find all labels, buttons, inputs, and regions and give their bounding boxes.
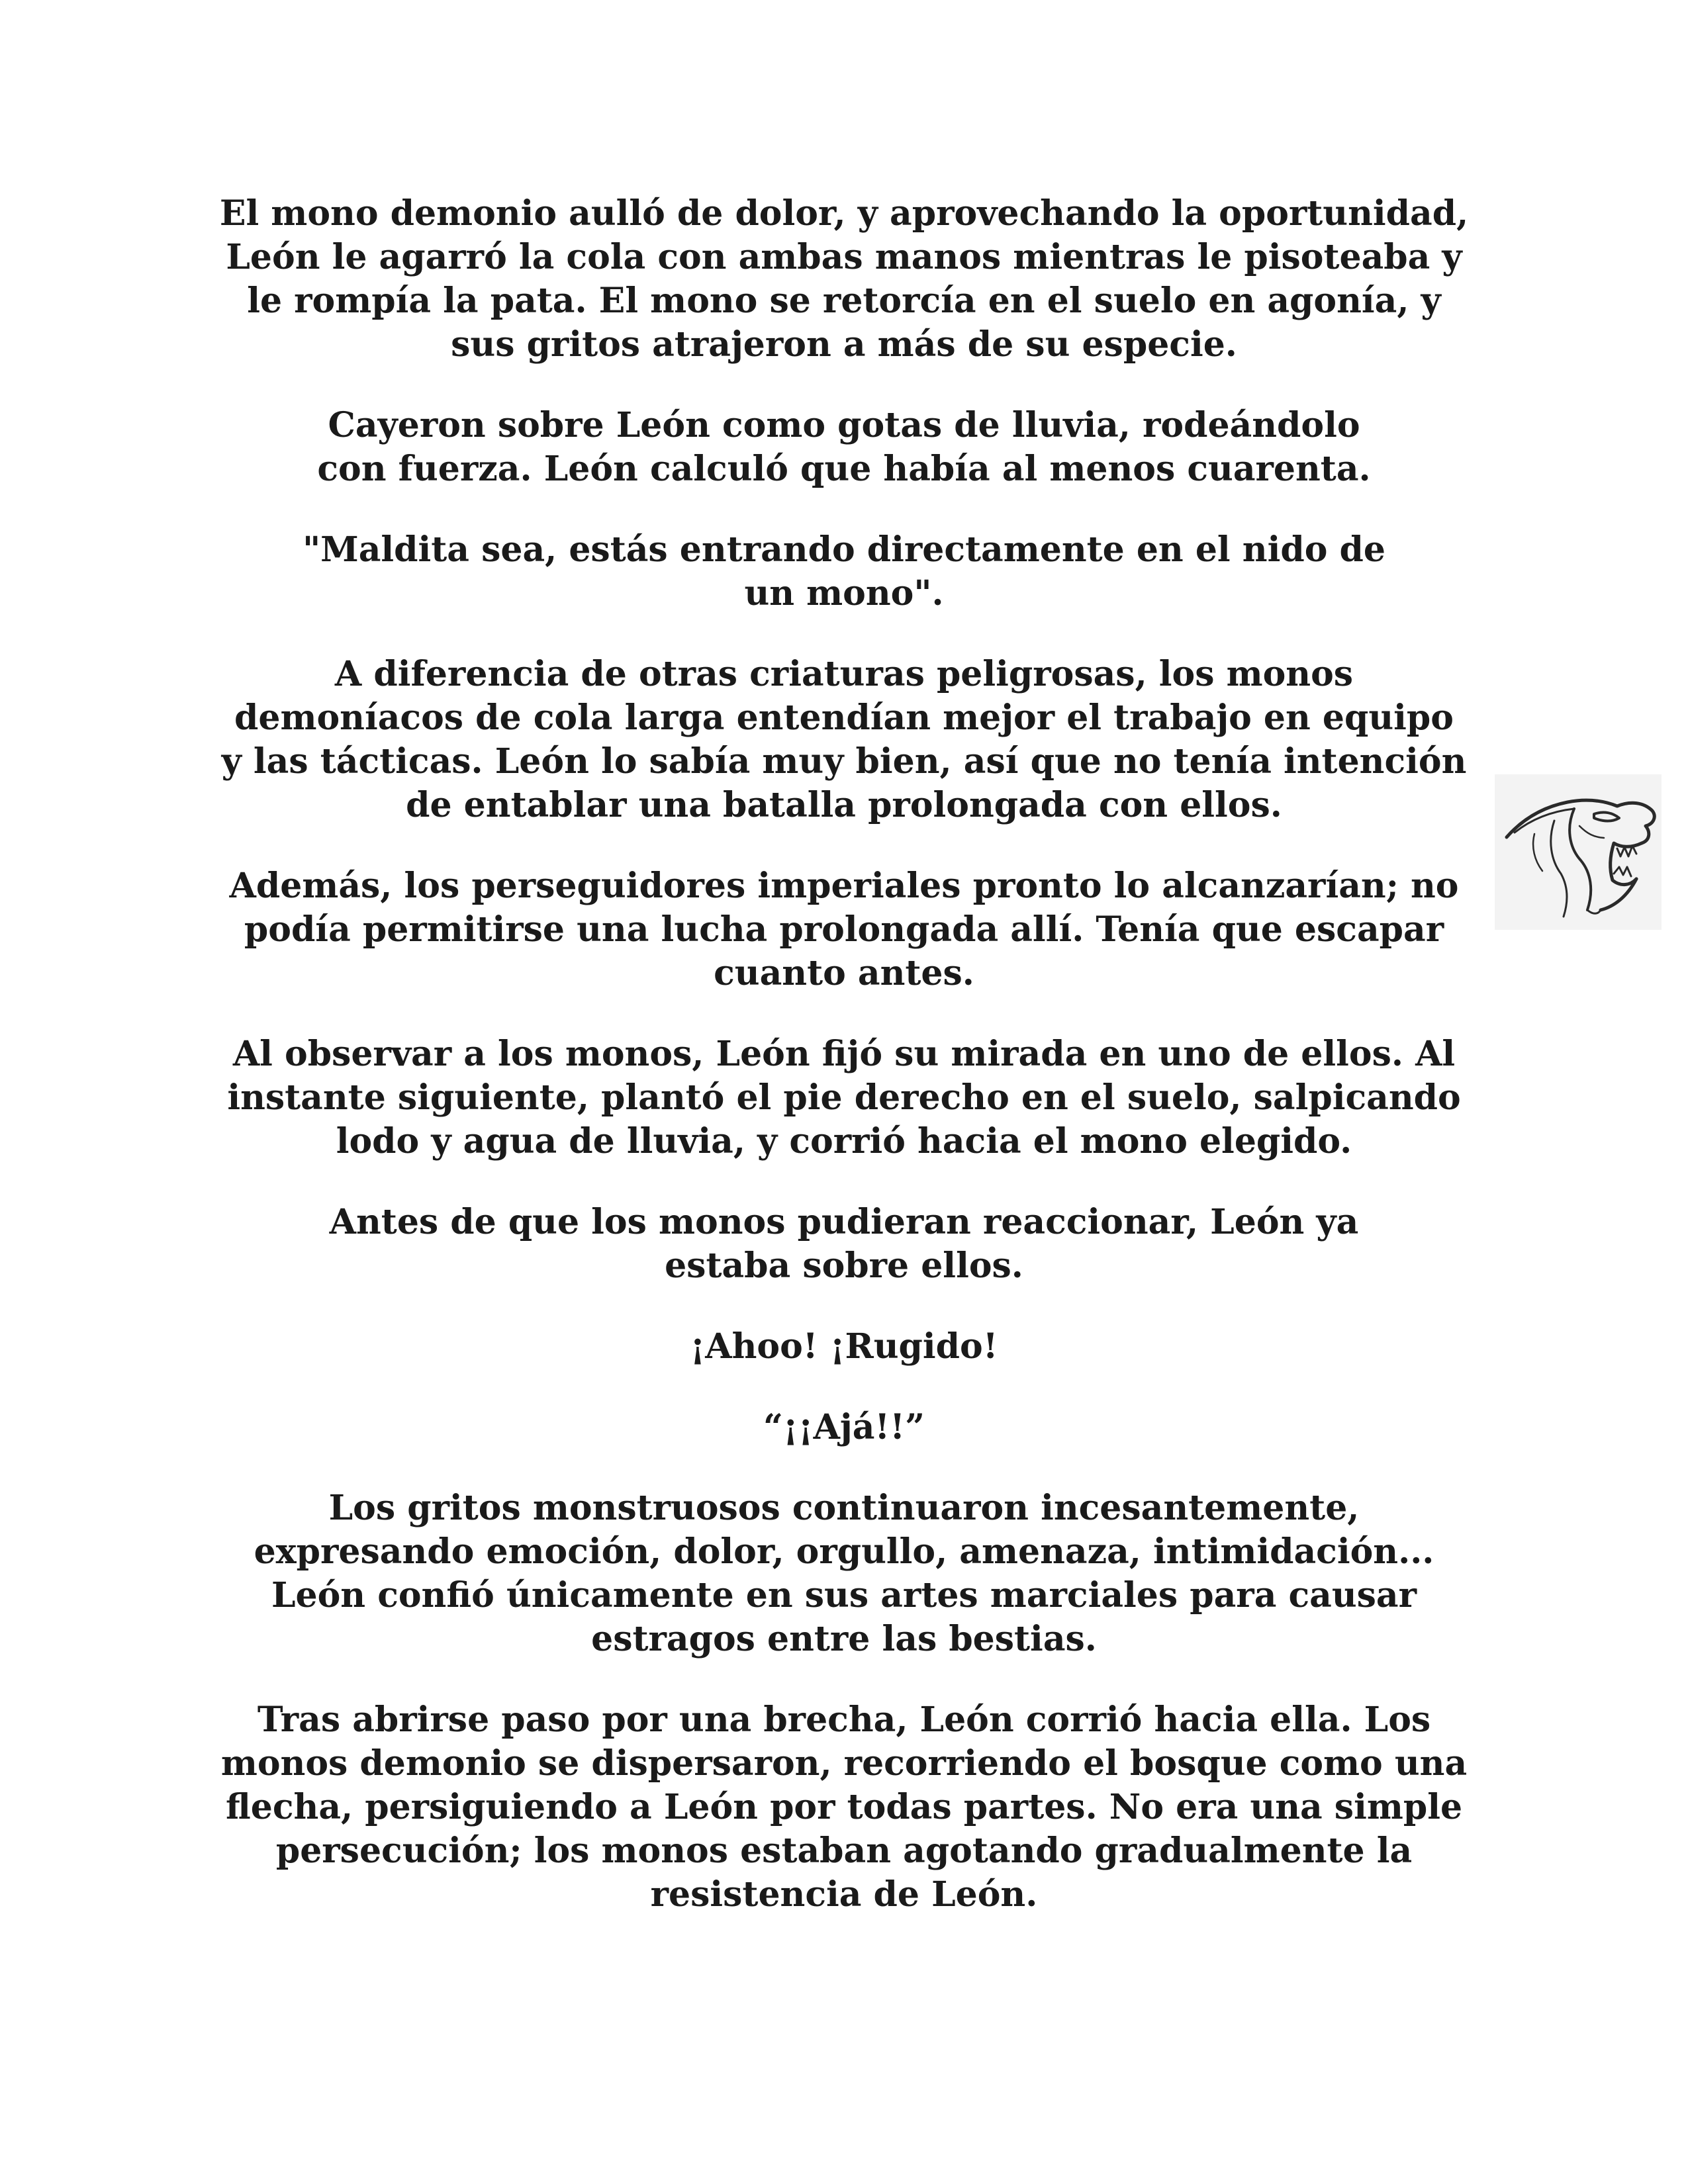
- paragraph-7: Antes de que los monos pudieran reaccionar, León ya estaba sobre ellos.: [329, 1202, 1359, 1286]
- paragraph-11: Tras abrirse paso por una brecha, León corrió hacia ella. Los monos demonio se dispersaron, recorriendo el bosque como una flecha, persiguiendo a León por todas partes. No era una simple persecución; los monos estaban agotando gradualmente la resistencia de León.: [220, 1700, 1468, 1915]
- paragraph-3: "Maldita sea, estás entrando directamente en el nido de un mono".: [303, 529, 1385, 614]
- dinosaur-head-sketch-icon: [1495, 774, 1662, 930]
- paragraph-2: Cayeron sobre León como gotas de lluvia, rodeándolo con fuerza. León calculó que había al menos cuarenta.: [317, 405, 1371, 489]
- paragraph-5: Además, los perseguidores imperiales pronto lo alcanzarían; no podía permitirse una lucha prolongada allí. Tenía que escapar cuanto antes.: [229, 866, 1459, 993]
- story-text: [218, 192, 1470, 1954]
- paragraph-4: A diferencia de otras criaturas peligrosas, los monos demoníacos de cola larga entendían mejor el trabajo en equipo y las tácticas. León lo sabía muy bien, así que no tenía intención de entablar una batalla prolongada con ellos.: [221, 654, 1467, 825]
- paragraph-1: El mono demonio aulló de dolor, y aprovechando la oportunidad, León le agarró la cola con ambas manos mientras le pisoteaba y le rompía la pata. El mono se retorcía en el suelo en agonía, y sus gritos atrajeron a más de su especie.: [219, 193, 1469, 365]
- paragraph-6: Al observar a los monos, León fijó su mirada en uno de ellos. Al instante siguiente, plantó el pie derecho en el suelo, salpicando lodo y agua de lluvia, y corrió hacia el mono elegido.: [227, 1034, 1461, 1161]
- paragraph-8: ¡Ahoo! ¡Rugido!: [690, 1326, 998, 1367]
- paragraph-9: “¡¡Ajá!!”: [763, 1407, 925, 1447]
- paragraph-10: Los gritos monstruosos continuaron incesantemente, expresando emoción, dolor, orgullo, amenaza, intimidación... León confió únicamente en sus artes marciales para causar estragos entre las bestias.: [254, 1488, 1434, 1659]
